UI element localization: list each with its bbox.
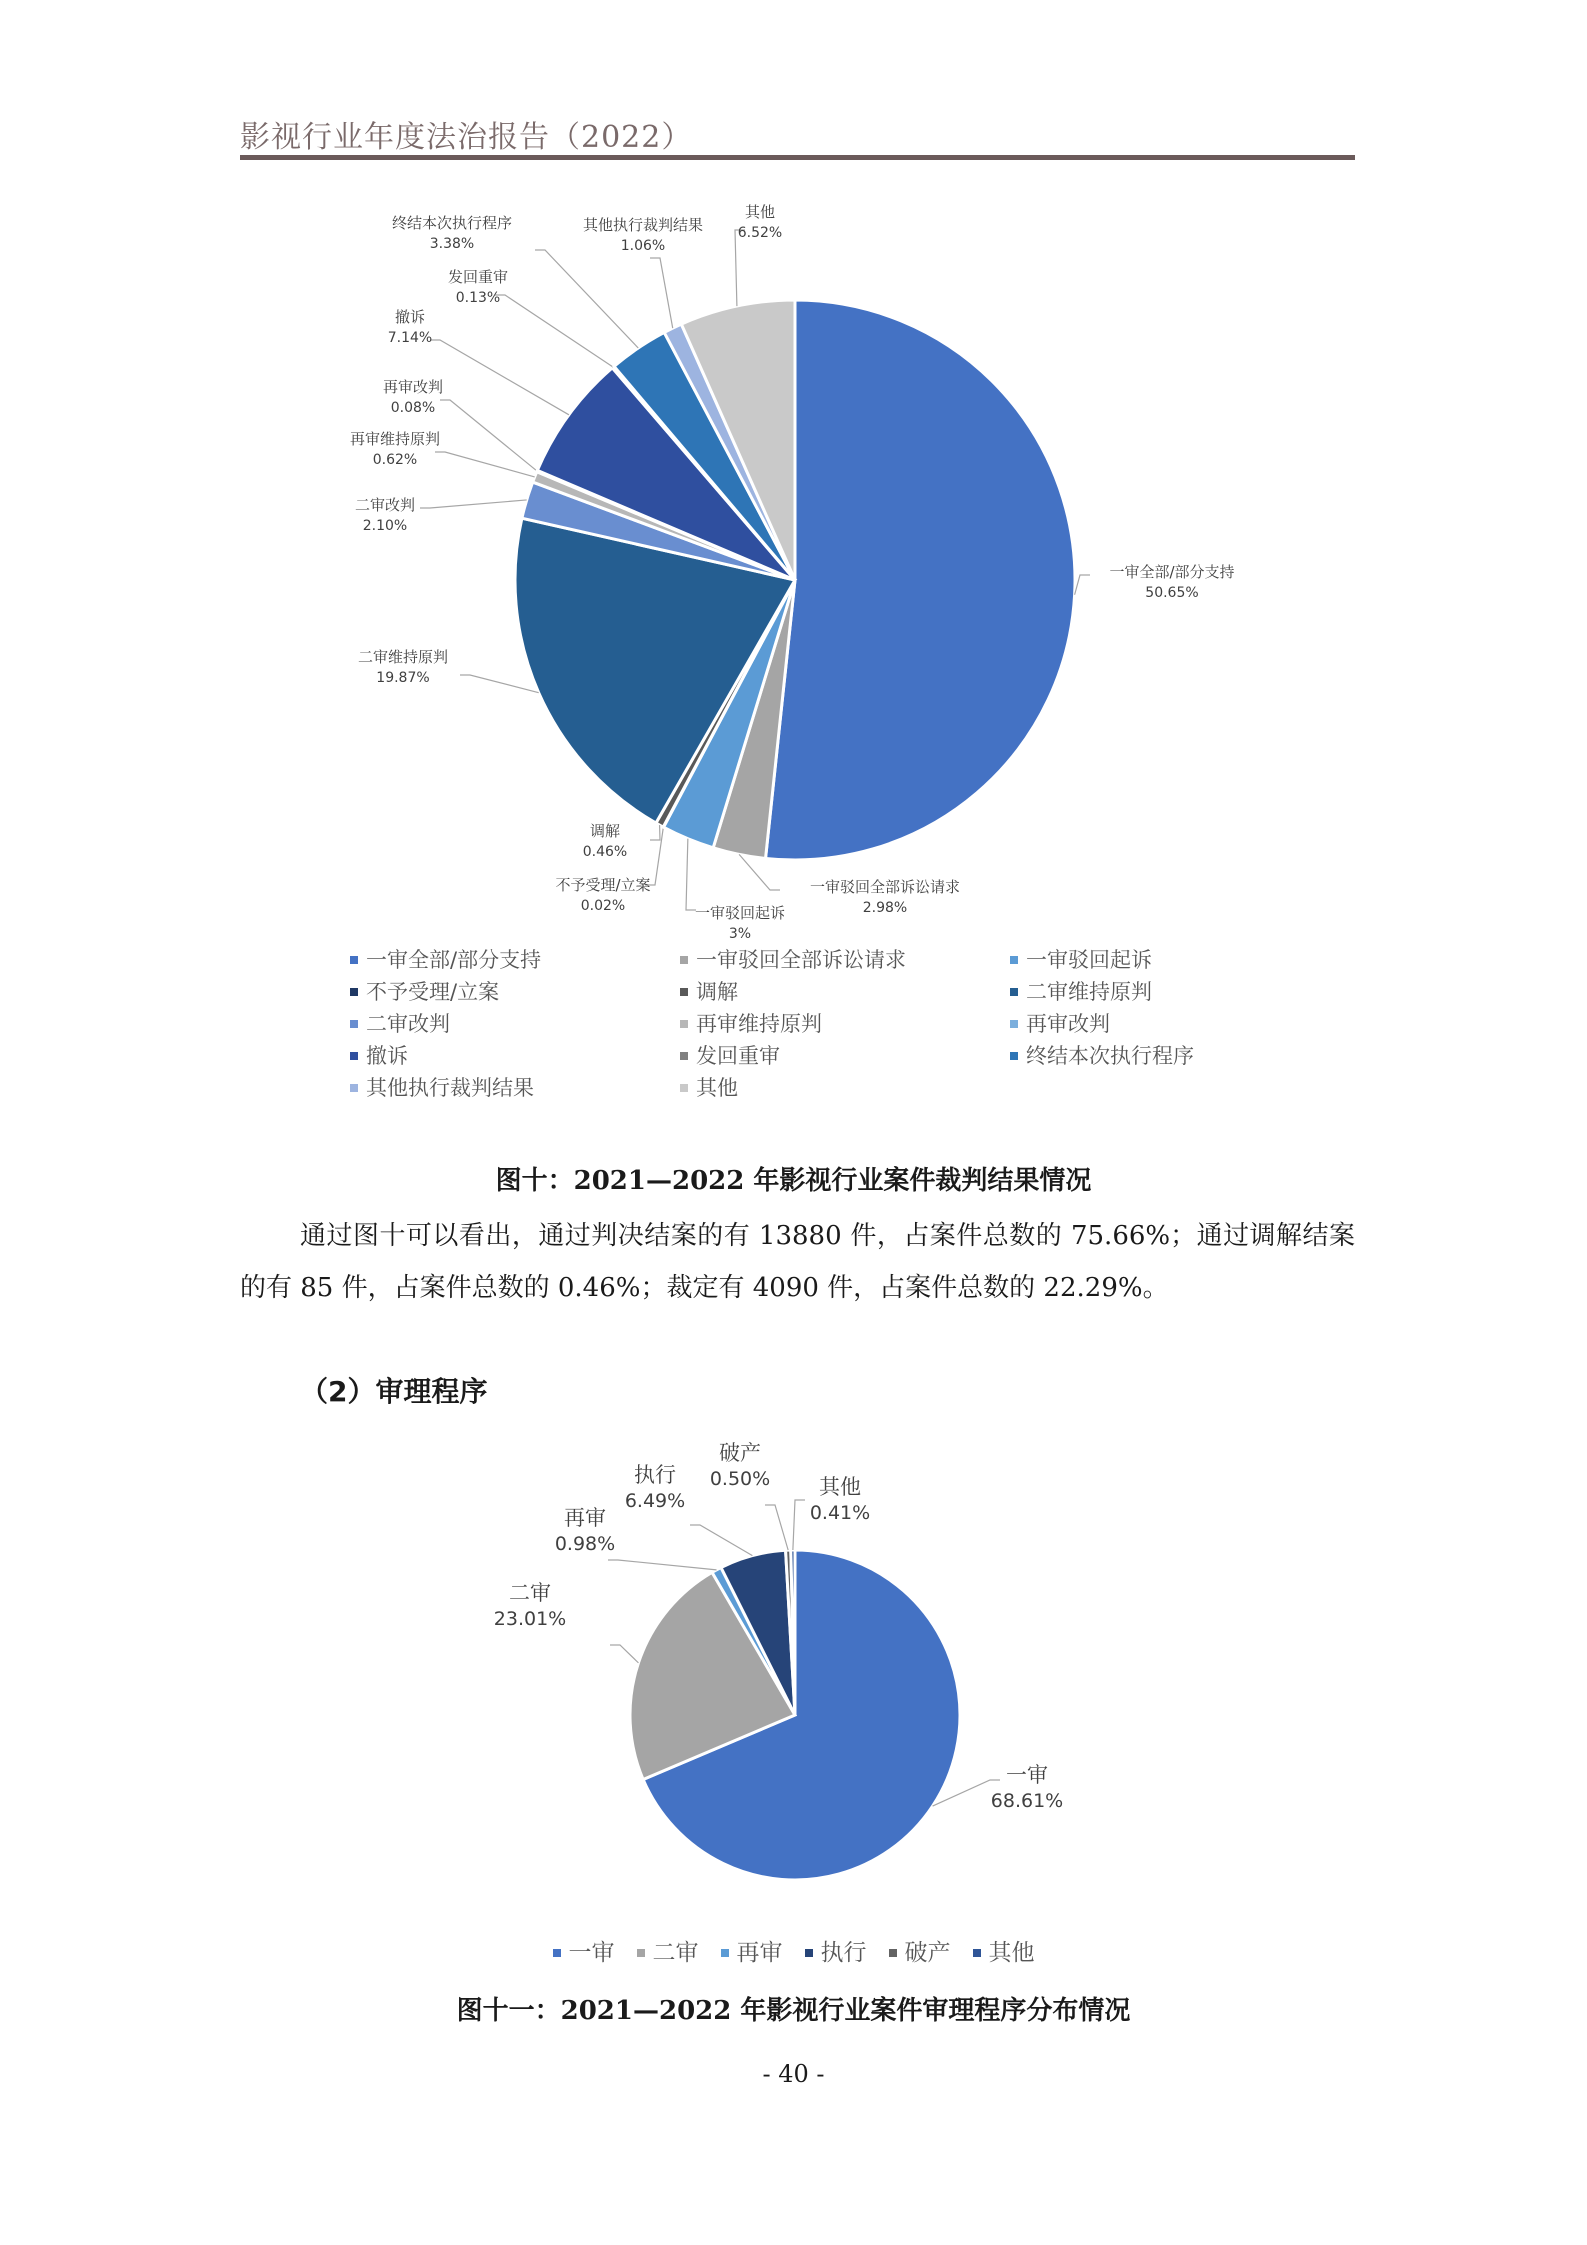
fig10-legend-item-7	[680, 1009, 1010, 1039]
fig10-legend-item-8	[1010, 1009, 1270, 1039]
fig11-slice-label-3: 执行	[634, 1463, 676, 1487]
fig10-slice-value-5: 19.87%	[376, 670, 430, 686]
fig10-legend-item-9	[350, 1041, 680, 1071]
fig10-slice-value-9: 7.14%	[387, 330, 433, 346]
fig10-leader-6	[420, 500, 527, 508]
fig10-slice-label-1: 一审驳回全部诉讼请求	[809, 878, 961, 896]
fig11-slice-value-2: 0.98%	[554, 1533, 616, 1555]
fig10-slice-value-6: 2.10%	[362, 518, 408, 534]
fig10-legend-swatch-5	[1010, 988, 1018, 996]
fig10-slice-label-6: 二审改判	[354, 496, 416, 514]
fig11-leader-5	[793, 1500, 805, 1550]
fig10-legend-swatch-1	[680, 956, 688, 964]
fig10-slice-value-3: 0.02%	[580, 898, 626, 914]
figure11-pie-chart	[0, 1420, 1587, 1920]
fig11-slice-label-2: 再审	[564, 1506, 606, 1530]
fig10-legend-swatch-6	[350, 1020, 358, 1028]
fig10-slice-label-4: 调解	[589, 822, 621, 840]
fig10-slice-value-11: 3.38%	[429, 236, 475, 252]
fig10-legend-item-13	[680, 1073, 1010, 1103]
fig10-legend-label-8: 再审改判	[1026, 1012, 1110, 1036]
fig11-slice-label-5: 其他	[819, 1475, 861, 1499]
fig10-slice-value-7: 0.62%	[372, 452, 418, 468]
fig11-legend-item-3	[805, 1938, 867, 1968]
fig10-legend-label-9: 撤诉	[366, 1044, 408, 1068]
fig11-legend-item-1	[637, 1938, 699, 1968]
fig10-legend-label-5: 二审维持原判	[1026, 980, 1152, 1004]
fig10-slice-label-13: 其他	[744, 203, 776, 221]
fig10-leader-11	[535, 250, 638, 348]
fig11-slice-value-5: 0.41%	[809, 1502, 871, 1524]
fig11-slice-label-4: 破产	[719, 1441, 761, 1465]
fig10-slice-value-12: 1.06%	[620, 238, 666, 254]
fig10-slice-value-2: 3%	[728, 926, 752, 942]
fig11-legend-swatch-5	[973, 1949, 981, 1957]
fig11-leader-2	[608, 1560, 717, 1570]
fig10-slice-value-13: 6.52%	[737, 225, 783, 241]
fig10-leader-5	[460, 675, 539, 693]
fig11-legend-swatch-3	[805, 1949, 813, 1957]
fig10-legend-item-1	[680, 945, 1010, 975]
fig10-legend-item-6	[350, 1009, 680, 1039]
fig10-slice-label-7: 再审维持原判	[349, 430, 441, 448]
fig10-leader-0	[1075, 575, 1090, 595]
figure10-pie-chart	[0, 190, 1587, 950]
fig11-leader-1	[610, 1645, 638, 1663]
fig10-leader-10	[495, 295, 613, 367]
section-heading: （2）审理程序	[300, 1375, 488, 1408]
fig10-slice-0	[766, 300, 1075, 860]
fig10-legend-label-0: 一审全部/部分支持	[366, 948, 542, 972]
fig11-legend-item-5	[973, 1938, 1035, 1968]
fig11-slice-label-0: 一审	[1006, 1763, 1048, 1787]
fig10-legend-swatch-13	[680, 1084, 688, 1092]
fig10-legend-swatch-7	[680, 1020, 688, 1028]
fig10-slice-label-0: 一审全部/部分支持	[1109, 563, 1235, 581]
fig10-slice-label-8: 再审改判	[382, 378, 444, 396]
fig10-slice-value-1: 2.98%	[862, 900, 908, 916]
fig10-legend-label-4: 调解	[696, 980, 738, 1004]
fig11-legend-label-3: 执行	[820, 1940, 867, 1966]
fig10-legend-item-4	[680, 977, 1010, 1007]
fig10-legend-label-2: 一审驳回起诉	[1026, 948, 1152, 972]
fig10-legend-label-11: 终结本次执行程序	[1026, 1044, 1194, 1068]
fig10-legend-label-3: 不予受理/立案	[366, 980, 500, 1004]
fig10-slice-label-2: 一审驳回起诉	[694, 904, 786, 922]
fig10-legend-swatch-3	[350, 988, 358, 996]
fig10-leader-4	[650, 825, 660, 840]
fig10-legend-swatch-8	[1010, 1020, 1018, 1028]
fig10-leader-9	[430, 340, 569, 415]
fig10-slice-label-3: 不予受理/立案	[555, 876, 651, 894]
fig11-legend-swatch-0	[553, 1949, 561, 1957]
fig10-leader-13	[735, 230, 745, 306]
fig10-slice-label-11: 终结本次执行程序	[391, 214, 513, 232]
fig10-legend-swatch-0	[350, 956, 358, 964]
fig10-legend-item-0	[350, 945, 680, 975]
fig11-legend-item-4	[889, 1938, 951, 1968]
fig10-leader-12	[650, 258, 673, 328]
fig11-leader-4	[765, 1505, 788, 1550]
fig10-slice-value-8: 0.08%	[390, 400, 436, 416]
fig10-leader-8	[440, 400, 537, 471]
fig10-slice-value-0: 50.65%	[1145, 585, 1199, 601]
fig10-slice-label-10: 发回重审	[447, 268, 509, 286]
fig10-legend-label-6: 二审改判	[366, 1012, 450, 1036]
fig10-leader-2	[686, 839, 696, 910]
fig11-legend-swatch-1	[637, 1949, 645, 1957]
body-paragraph	[240, 1210, 1355, 1314]
fig10-slice-label-9: 撤诉	[394, 308, 426, 326]
fig10-legend-item-2	[1010, 945, 1270, 975]
fig10-legend-label-10: 发回重审	[696, 1044, 780, 1068]
fig11-slice-label-1: 二审	[509, 1581, 551, 1605]
running-header: 影视行业年度法治报告（2022）	[240, 120, 693, 155]
page-number: - 40 -	[762, 2060, 825, 2088]
fig10-leader-7	[435, 452, 535, 477]
fig10-slice-label-12: 其他执行裁判结果	[582, 216, 704, 234]
fig10-legend-swatch-9	[350, 1052, 358, 1060]
fig11-legend-label-1: 二审	[652, 1940, 699, 1966]
fig10-legend-swatch-2	[1010, 956, 1018, 964]
figure11-caption: 图十一：2021—2022 年影视行业案件审理程序分布情况	[456, 1996, 1131, 2026]
fig10-legend-item-12	[350, 1073, 680, 1103]
fig11-slice-value-3: 6.49%	[624, 1490, 686, 1512]
fig11-legend-item-0	[553, 1938, 615, 1968]
fig10-legend-item-11	[1010, 1041, 1270, 1071]
fig10-legend-swatch-4	[680, 988, 688, 996]
fig11-leader-3	[690, 1525, 752, 1556]
fig11-slice-value-0: 68.61%	[990, 1790, 1064, 1812]
figure11-legend	[0, 1938, 1587, 1968]
fig11-slice-value-4: 0.50%	[709, 1468, 771, 1490]
header-divider	[240, 155, 1355, 160]
fig11-legend-swatch-2	[721, 1949, 729, 1957]
fig10-legend-swatch-12	[350, 1084, 358, 1092]
fig10-legend-item-10	[680, 1041, 1010, 1071]
figure10-legend	[350, 945, 1250, 1103]
fig10-slice-value-10: 0.13%	[455, 290, 501, 306]
fig10-legend-label-7: 再审维持原判	[696, 1012, 822, 1036]
fig10-legend-swatch-10	[680, 1052, 688, 1060]
figure10-caption: 图十：2021—2022 年影视行业案件裁判结果情况	[495, 1166, 1092, 1196]
fig10-legend-swatch-11	[1010, 1052, 1018, 1060]
fig11-legend-label-2: 再审	[736, 1940, 783, 1966]
fig10-legend-item-3	[350, 977, 680, 1007]
fig10-legend-label-1: 一审驳回全部诉讼请求	[696, 948, 906, 972]
fig11-legend-item-2	[721, 1938, 783, 1968]
fig11-legend-label-0: 一审	[568, 1940, 615, 1966]
fig10-legend-label-13: 其他	[696, 1076, 738, 1100]
fig10-slice-label-5: 二审维持原判	[357, 648, 449, 666]
fig10-legend-label-12: 其他执行裁判结果	[366, 1076, 534, 1100]
fig11-slice-value-1: 23.01%	[493, 1608, 567, 1630]
fig11-legend-swatch-4	[889, 1949, 897, 1957]
fig10-slice-value-4: 0.46%	[582, 844, 628, 860]
fig11-legend-label-4: 破产	[904, 1940, 951, 1966]
paragraph-text: 通过图十可以看出，通过判决结案的有 13880 件，占案件总数的 75.66%；通过调解结案的有 85 件，占案件总数的 0.46%；裁定有 4090 件，占案件总数的 22.29%。	[240, 1221, 1355, 1303]
fig10-legend-item-5	[1010, 977, 1270, 1007]
fig11-legend-label-5: 其他	[988, 1940, 1035, 1966]
